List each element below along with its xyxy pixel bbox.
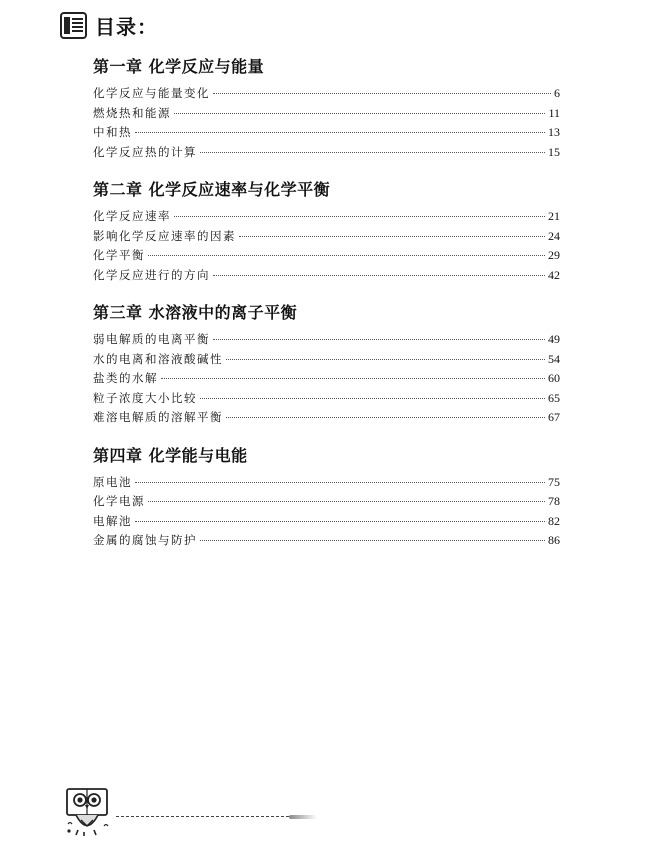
entry-page-number: 11 — [548, 105, 560, 120]
entry-label: 化学平衡 — [93, 248, 145, 262]
entry-page-number: 67 — [548, 410, 560, 424]
chapter-title: 第三章 水溶液中的离子平衡 — [93, 303, 298, 322]
entry-page-number: 75 — [548, 474, 560, 489]
toc-entry[interactable] — [93, 266, 560, 286]
entry-page-number: 15 — [548, 144, 560, 159]
entry-label: 粒子浓度大小比较 — [93, 390, 197, 405]
footer-line-fade — [289, 815, 317, 819]
entry-label: 化学反应与能量变化 — [93, 86, 210, 100]
chapter-4 — [93, 445, 560, 551]
entry-label: 影响化学反应速率的因素 — [93, 228, 236, 243]
entry-page-number: 21 — [548, 209, 560, 223]
leader-dots — [174, 216, 545, 217]
entry-label: 化学反应进行的方向 — [93, 267, 210, 282]
toc-entry[interactable] — [93, 389, 560, 409]
chapter-1 — [93, 56, 560, 162]
entry-label: 燃烧热和能源 — [93, 105, 171, 120]
leader-dots — [161, 378, 545, 379]
toc-entry[interactable] — [93, 473, 560, 493]
entry-page-number: 86 — [548, 533, 560, 547]
leader-dots — [213, 93, 551, 94]
leader-dots — [239, 236, 545, 237]
entry-label: 难溶电解质的溶解平衡 — [93, 410, 223, 424]
entry-label: 原电池 — [93, 474, 132, 489]
leader-dots — [200, 540, 545, 541]
page-title: 目录： — [95, 14, 158, 39]
entry-label: 弱电解质的电离平衡 — [93, 332, 210, 346]
toc-entry[interactable] — [93, 123, 560, 143]
toc-entry[interactable] — [93, 531, 560, 551]
toc-entry[interactable] — [93, 104, 560, 124]
leader-dots — [213, 339, 545, 340]
toc-entry[interactable] — [93, 207, 560, 227]
toc-entry[interactable] — [93, 512, 560, 532]
chapter-2 — [93, 179, 560, 285]
toc-header — [60, 10, 158, 40]
entry-page-number: 24 — [548, 228, 560, 243]
entry-page-number: 54 — [548, 351, 560, 366]
leader-dots — [135, 521, 545, 522]
leader-dots — [226, 359, 545, 360]
entry-page-number: 42 — [548, 267, 560, 282]
entry-page-number: 29 — [548, 248, 560, 262]
entry-page-number: 6 — [554, 86, 560, 100]
entry-label: 化学电源 — [93, 494, 145, 508]
entry-page-number: 65 — [548, 390, 560, 405]
entry-label: 化学反应速率 — [93, 209, 171, 223]
leader-dots — [148, 255, 545, 256]
owl-reading-book-icon — [64, 786, 114, 838]
leader-dots — [135, 132, 545, 133]
toc-entry[interactable] — [93, 492, 560, 512]
chapter-title: 第一章 化学反应与能量 — [93, 57, 265, 76]
chapter-title: 第四章 化学能与电能 — [93, 445, 248, 465]
leader-dots — [148, 501, 545, 502]
leader-dots — [135, 482, 545, 483]
entry-label: 水的电离和溶液酸碱性 — [93, 351, 223, 366]
toc-entry[interactable] — [93, 143, 560, 163]
entry-page-number: 49 — [548, 332, 560, 346]
chapter-title: 第二章 化学反应速率与化学平衡 — [93, 180, 331, 199]
book-list-icon — [60, 12, 87, 39]
entry-label: 电解池 — [93, 513, 132, 528]
entry-page-number: 13 — [548, 125, 560, 139]
leader-dots — [200, 152, 545, 153]
entry-label: 中和热 — [93, 125, 132, 139]
chapter-3 — [93, 302, 560, 428]
entry-page-number: 60 — [548, 371, 560, 385]
toc-entry[interactable] — [93, 227, 560, 247]
toc-entry[interactable] — [93, 84, 560, 104]
entry-label: 金属的腐蚀与防护 — [93, 533, 197, 547]
leader-dots — [213, 275, 545, 276]
table-of-contents — [93, 56, 560, 568]
entry-label: 化学反应热的计算 — [93, 144, 197, 159]
entry-label: 盐类的水解 — [93, 371, 158, 385]
footer-dashed-line — [116, 816, 289, 817]
toc-entry[interactable] — [93, 369, 560, 389]
leader-dots — [226, 417, 545, 418]
leader-dots — [174, 113, 545, 114]
toc-entry[interactable] — [93, 350, 560, 370]
entry-page-number: 78 — [548, 494, 560, 508]
toc-entry[interactable] — [93, 330, 560, 350]
entry-page-number: 82 — [548, 513, 560, 528]
toc-entry[interactable] — [93, 246, 560, 266]
leader-dots — [200, 398, 545, 399]
toc-entry[interactable] — [93, 408, 560, 428]
